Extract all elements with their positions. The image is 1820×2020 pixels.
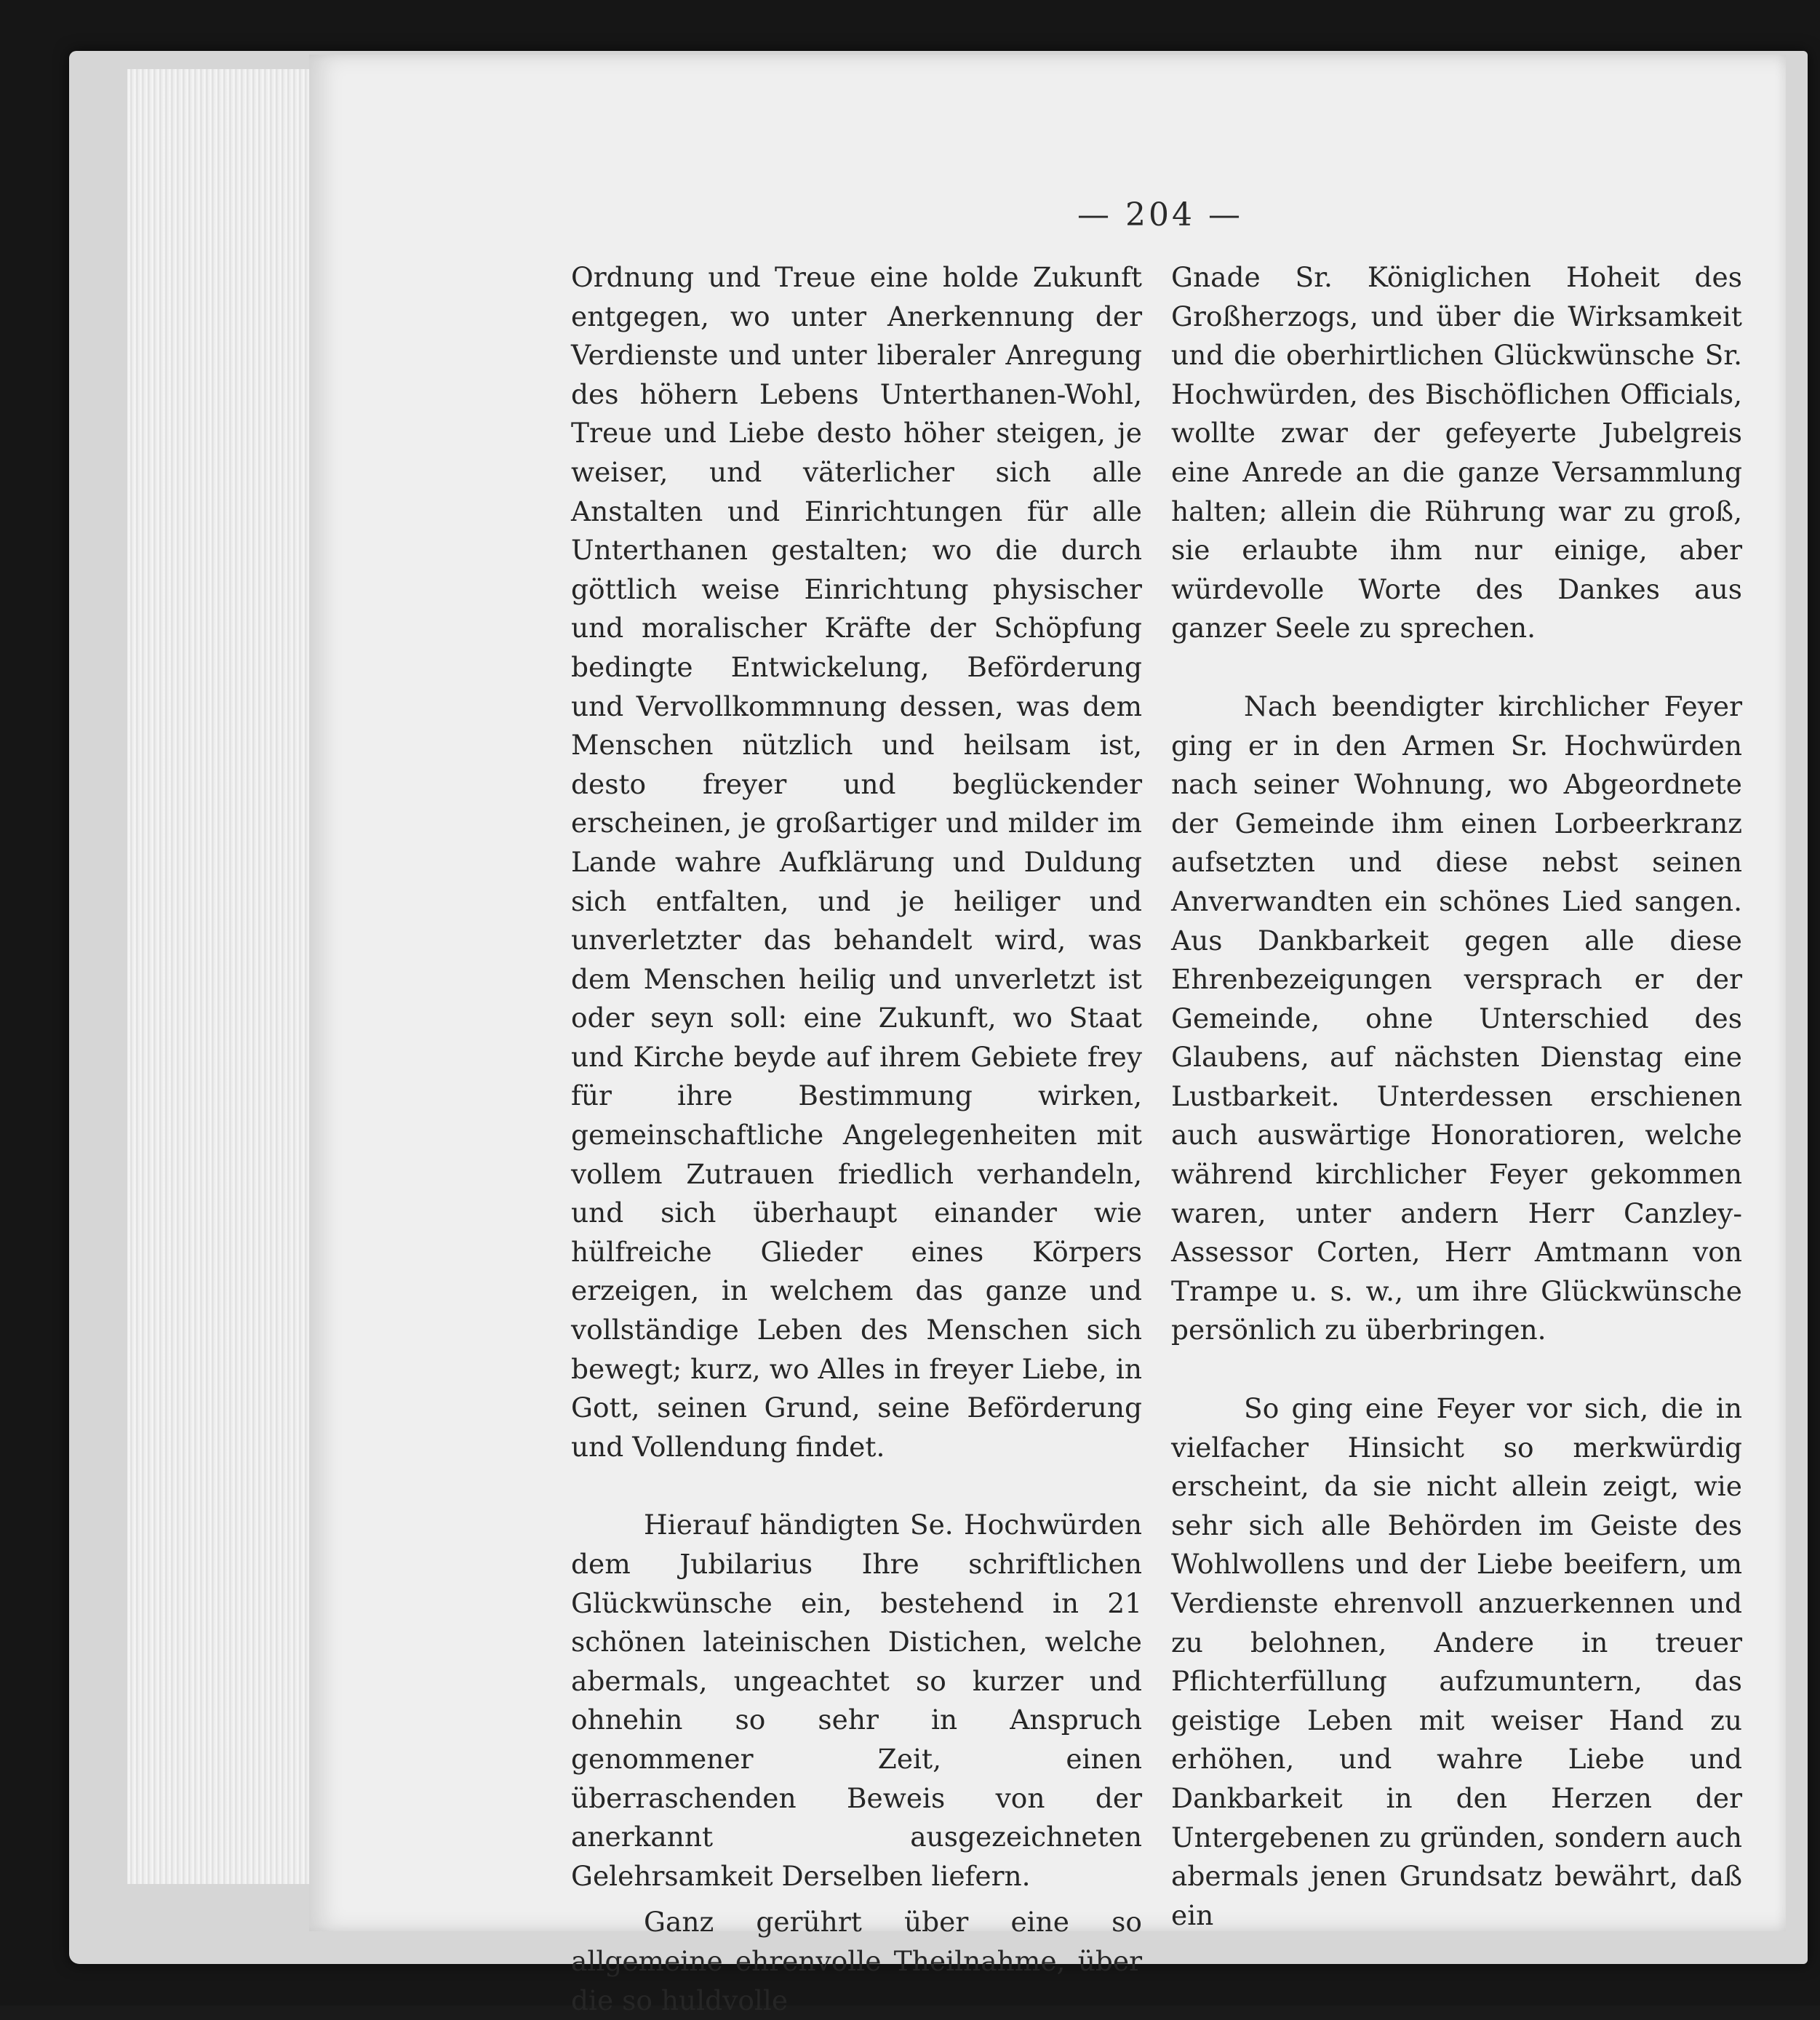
page-edges bbox=[127, 69, 318, 1884]
left-paragraph-2: Hierauf händigten Se. Hochwürden dem Jubilarius Ihre schriftlichen Glückwünsche ein, bestehend in 21 schönen lateinischen Distichen, welche abermals, ungeachtet so kurzer und ohnehin so sehr in Anspruch genommener Zeit, einen überraschenden Beweis von der anerkannt ausgezeichneten Gelehrsamkeit Derselben liefern. bbox=[571, 1509, 1142, 1892]
right-paragraph-1: Gnade Sr. Königlichen Hoheit des Großherzogs, und über die Wirksamkeit und die oberhirtlichen Glückwünsche Sr. Hochwürden, des Bischöflichen Officials, wollte zwar der gefeyerte Jubelgreis eine Anrede an die ganze Versammlung halten; allein die Rührung war zu groß, sie erlaubte ihm nur einige, aber würdevolle Worte des Dankes aus ganzer Seele zu sprechen. bbox=[1171, 261, 1742, 644]
left-column bbox=[571, 258, 1142, 2020]
right-column bbox=[1171, 258, 1742, 1935]
left-paragraph-1: Ordnung und Treue eine holde Zukunft entgegen, wo unter Anerkennung der Verdienste und unter liberaler Anregung des höhern Lebens Unterthanen-Wohl, Treue und Liebe desto höher steigen, je weiser, und väterlicher sich alle Anstalten und Einrichtungen für alle Unterthanen gestalten; wo die durch göttlich weise Einrichtung physischer und moralischer Kräfte der Schöpfung bedingte Entwickelung, Beförderung und Vervollkommnung dessen, was dem Menschen nützlich und heilsam ist, desto freyer und beglückender erscheinen, je großartiger und milder im Lande wahre Aufklärung und Duldung sich entfalten, und je heiliger und unverletzter das behandelt wird, was dem Menschen heilig und unverletzt ist oder seyn soll: eine Zukunft, wo Staat und Kirche beyde auf ihrem Gebiete frey für ihre Bestimmung wirken, gemeinschaftliche Angelegenheiten mit vollem Zutrauen friedlich verhandeln, und sich überhaupt einander wie hülfreiche Glieder eines Körpers erzeigen, in welchem das ganze und vollständige Leben des Menschen sich bewegt; kurz, wo Alles in freyer Liebe, in Gott, seinen Grund, seine Beförderung und Vollendung findet. bbox=[571, 261, 1142, 1463]
paragraph-gap bbox=[1171, 1350, 1742, 1389]
left-paragraph-3: Ganz gerührt über eine so allgemeine ehrenvolle Theilnahme, über die so huldvolle bbox=[571, 1906, 1142, 2016]
right-paragraph-2: Nach beendigter kirchlicher Feyer ging er in den Armen Sr. Hochwürden nach seiner Wohnung, wo Abgeordnete der Gemeinde ihm einen Lorbeerkranz aufsetzten und diese nebst seinen Anverwandten ein schönes Lied sangen. Aus Dankbarkeit gegen alle diese Ehrenbezeigungen versprach er der Gemeinde, ohne Unterschied des Glaubens, auf nächsten Dienstag eine Lustbarkeit. Unterdessen erschienen auch auswärtige Honoratioren, welche während kirchlicher Feyer gekommen waren, unter andern Herr Canzley-Assessor Corten, Herr Amtmann von Trampe u. s. w., um ihre Glückwünsche persönlich zu überbringen. bbox=[1171, 690, 1742, 1346]
right-paragraph-3: So ging eine Feyer vor sich, die in vielfacher Hinsicht so merkwürdig erscheint, da sie nicht allein zeigt, wie sehr sich alle Behörden im Geiste des Wohlwollens und der Liebe beeifern, um Verdienste ehrenvoll anzuerkennen und zu belohnen, Andere in treuer Pflichterfüllung aufzumuntern, das geistige Leben mit weiser Hand zu erhöhen, und wahre Liebe und Dankbarkeit in den Herzen der Untergebenen zu gründen, sondern auch abermals jenen Grundsatz bewährt, daß ein bbox=[1171, 1392, 1742, 1931]
paragraph-gap bbox=[571, 1466, 1142, 1506]
page-number: — 204 — bbox=[1077, 196, 1243, 233]
paragraph-gap bbox=[1171, 648, 1742, 687]
